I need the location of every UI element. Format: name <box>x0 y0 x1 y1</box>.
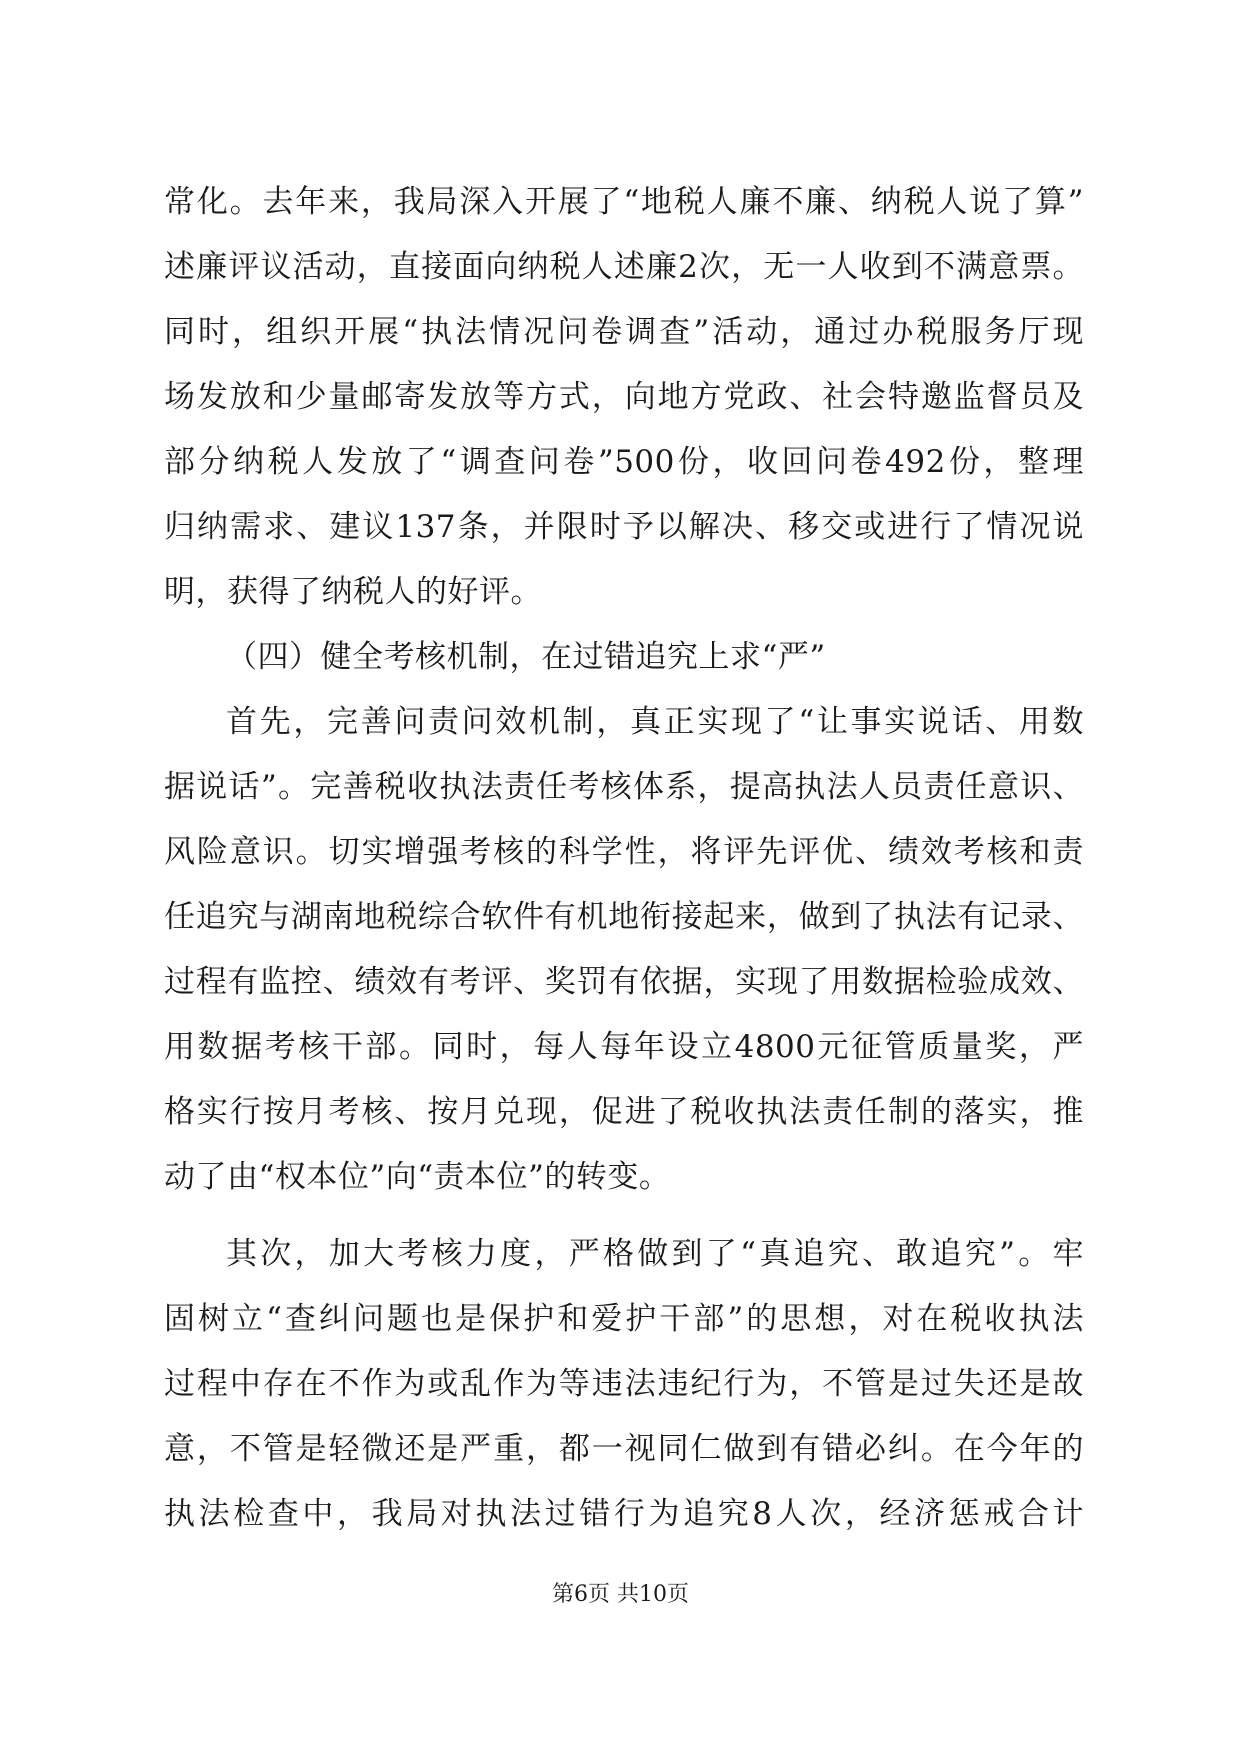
paragraph-gap <box>164 1210 1084 1222</box>
text-line: 过程有监控、绩效有考评、奖罚有依据，实现了用数据检验成效、 <box>164 964 1084 1000</box>
page-footer <box>0 1580 1241 1610</box>
text-line: 述廉评议活动，直接面向纳税人述廉2次，无一人收到不满意票。 <box>164 249 1084 285</box>
paragraph <box>164 170 1084 625</box>
text-line: 固树立“查纠问题也是保护和爱护干部”的思想，对在税收执法 <box>164 1301 1084 1337</box>
section-heading-text: （四）健全考核机制，在过错追究上求“严” <box>226 639 826 675</box>
paragraph <box>164 690 1084 1210</box>
text-line: 部分纳税人发放了“调查问卷”500份，收回问卷492份，整理 <box>164 444 1084 480</box>
section-heading <box>164 625 1084 690</box>
text-line: 过程中存在不作为或乱作为等违法违纪行为，不管是过失还是故 <box>164 1366 1084 1402</box>
text-line: 首先，完善问责问效机制，真正实现了“让事实说话、用数 <box>226 704 1084 740</box>
text-line: 执法检查中，我局对执法过错行为追究8人次，经济惩戒合计 <box>164 1496 1084 1532</box>
text-line: 同时，组织开展“执法情况问卷调查”活动，通过办税服务厅现 <box>164 314 1084 350</box>
text-line: 其次，加大考核力度，严格做到了“真追究、敢追究”。牢 <box>226 1236 1084 1272</box>
text-line: 意，不管是轻微还是严重，都一视同仁做到有错必纠。在今年的 <box>164 1431 1084 1467</box>
text-line: 风险意识。切实增强考核的科学性，将评先评优、绩效考核和责 <box>164 834 1084 870</box>
text-line: 归纳需求、建议137条，并限时予以解决、移交或进行了情况说 <box>164 509 1084 545</box>
text-line: 格实行按月考核、按月兑现，促进了税收执法责任制的落实，推 <box>164 1094 1084 1130</box>
text-line: 明，获得了纳税人的好评。 <box>164 574 542 610</box>
paragraph <box>164 1222 1084 1547</box>
page-number-label: 第6页 共10页 <box>552 1582 689 1607</box>
text-line: 动了由“权本位”向“责本位”的转变。 <box>164 1159 671 1195</box>
text-line: 用数据考核干部。同时，每人每年设立4800元征管质量奖，严 <box>164 1029 1084 1065</box>
document-body <box>164 170 1084 1547</box>
text-line: 场发放和少量邮寄发放等方式，向地方党政、社会特邀监督员及 <box>164 379 1084 415</box>
text-line: 常化。去年来，我局深入开展了“地税人廉不廉、纳税人说了算” <box>164 184 1084 220</box>
text-line: 任追究与湖南地税综合软件有机地衔接起来，做到了执法有记录、 <box>164 899 1084 935</box>
text-line: 据说话”。完善税收执法责任考核体系，提高执法人员责任意识、 <box>164 769 1084 805</box>
